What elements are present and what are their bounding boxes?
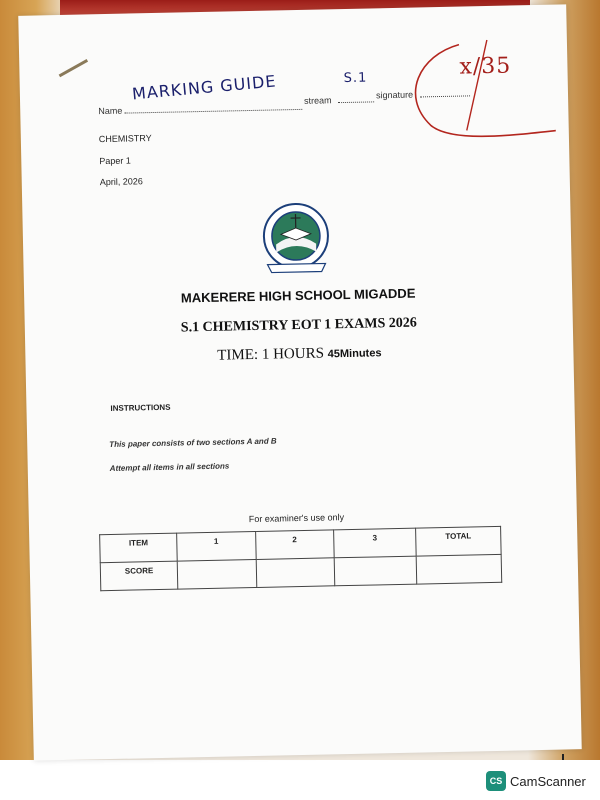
exam-title: S.1 CHEMISTRY EOT 1 EXAMS 2026 (180, 315, 417, 336)
camscanner-text: CamScanner (510, 773, 586, 789)
name-dotted-line (124, 109, 302, 114)
table-header-cell: ITEM (100, 533, 178, 563)
instruction-line-1: This paper consists of two sections A and B (109, 436, 277, 450)
camscanner-watermark (486, 771, 586, 791)
time-extra: 45Minutes (327, 347, 382, 361)
stream-handwritten-value: S.1 (343, 70, 368, 87)
examiner-table (99, 526, 502, 591)
instruction-line-2: Attempt all items in all sections (109, 461, 230, 474)
exam-paper-sheet (18, 4, 581, 760)
score-circle-mark (389, 23, 561, 147)
name-label: Name (98, 105, 123, 117)
table-header-cell: TOTAL (416, 526, 502, 556)
staple-pin (59, 59, 88, 77)
name-handwritten-value: MARKING GUIDE (131, 71, 278, 104)
scan-mark (562, 754, 564, 760)
subject-label: CHEMISTRY (98, 133, 152, 145)
table-header-cell: 2 (255, 530, 334, 560)
examiner-caption: For examiner's use only (248, 512, 345, 525)
score-handwritten: x/35 (459, 53, 512, 80)
table-header-cell: 3 (333, 528, 416, 558)
signature-label: signature (375, 89, 414, 101)
time-main: TIME: 1 HOURS (217, 345, 325, 364)
paper-number: Paper 1 (99, 155, 131, 167)
score-cell (416, 554, 502, 584)
exam-date: April, 2026 (99, 176, 143, 188)
stream-dotted-line (338, 101, 374, 103)
camscanner-logo-icon: CS (486, 771, 506, 791)
instructions-heading: INSTRUCTIONS (110, 402, 171, 413)
table-header-cell: 1 (177, 531, 256, 561)
score-row-label: SCORE (100, 561, 178, 591)
score-cell (334, 556, 417, 586)
time-allowed (25, 340, 573, 368)
score-cell (256, 558, 335, 588)
school-title: MAKERERE HIGH SCHOOL MIGADDE (180, 285, 416, 306)
score-cell (177, 559, 256, 589)
stream-label: stream (303, 95, 332, 106)
school-crest-icon (250, 199, 342, 281)
